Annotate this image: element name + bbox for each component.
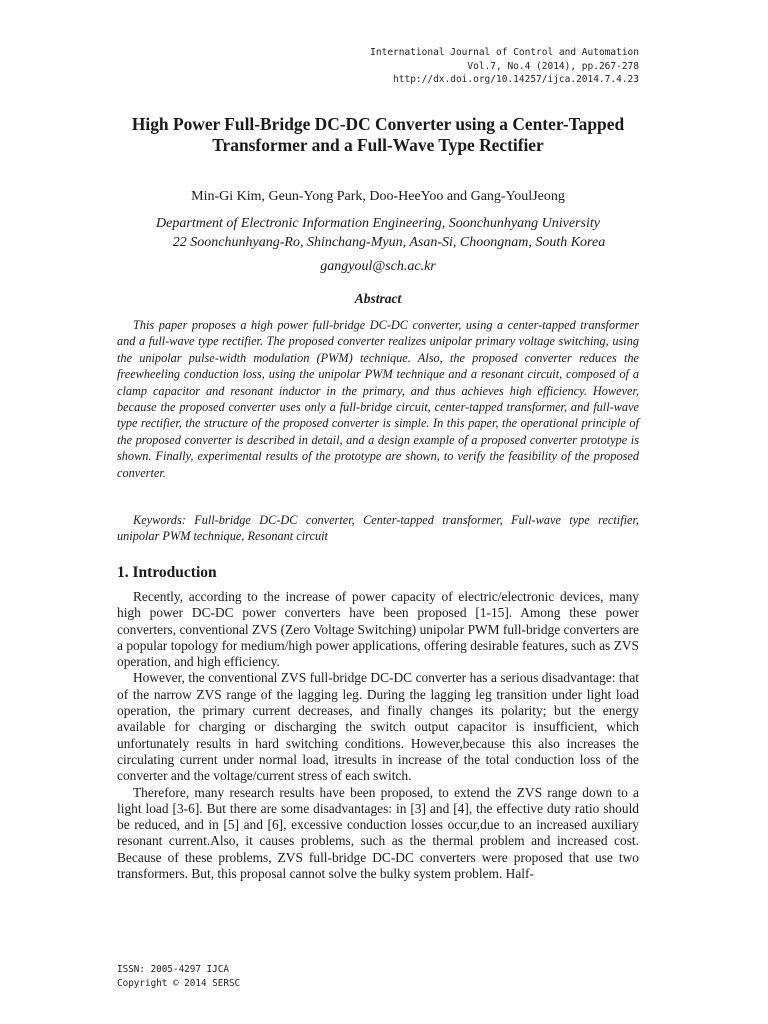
keywords: Keywords: Full-bridge DC-DC converter, Center-tapped transformer, Full-wave type rectifier, unipolar PWM technique, Resonant circuit: [117, 513, 639, 544]
paper-affiliation: [117, 214, 639, 252]
footer-copyright: Copyright © 2014 SERSC: [117, 977, 241, 989]
paper-authors: Min-Gi Kim, Geun-Yong Park, Doo-HeeYoo and Gang-YoulJeong: [191, 189, 565, 204]
paragraph: Therefore, many research results have been proposed, to extend the ZVS range down to a light load [3-6]. But there are some disadvantages: in [3] and [4], the effective duty ratio should be reduced, and in [5] and [6], excessive conduction losses occur,due to an increased auxiliary resonant current.Also, it causes problems, such as the thermal problem and increased cost. Because of these problems, ZVS full-bridge DC-DC converters were proposed that use two transformers. But, this proposal cannot solve the bulky system problem. Half-: [117, 784, 639, 882]
paper-title-line-1: High Power Full-Bridge DC-DC Converter using a Center-Tapped: [131, 114, 625, 134]
section-heading-introduction: 1. Introduction: [117, 564, 217, 581]
journal-doi: http://dx.doi.org/10.14257/ijca.2014.7.4.23: [393, 74, 639, 85]
footer-issn: ISSN: 2005-4297 IJCA: [117, 964, 229, 975]
paper-title: [117, 114, 639, 156]
journal-name: International Journal of Control and Automation: [370, 47, 639, 58]
paragraph: Recently, according to the increase of power capacity of electric/electronic devices, many high power DC-DC power converters have been proposed [1-15]. Among these power converters, conventional ZVS (Zero Voltage Switching) unipolar PWM full-bridge converters are a popular topology for medium/high power applications, offering desirable features, such as ZVS operation, and high efficiency.: [117, 589, 639, 670]
affiliation-line-1: Department of Electronic Information Engineering, Soonchunhyang University: [156, 216, 600, 231]
author-email: gangyoul@sch.ac.kr: [320, 259, 436, 274]
introduction-body: [117, 589, 639, 882]
journal-header: [370, 46, 639, 87]
paper-title-line-2: Transformer and a Full-Wave Type Rectifier: [212, 135, 544, 155]
abstract-text: This paper proposes a high power full-bridge DC-DC converter, using a center-tapped transformer and a full-wave type rectifier. The proposed converter realizes unipolar primary voltage switching, using the unipolar pulse-width modulation (PWM) technique. Also, the proposed converter reduces the freewheeling conduction loss, using the unipolar PWM technique and a resonant circuit, composed of a clamp capacitor and resonant inductor in the primary, and thus achieves high efficiency. However, because the proposed converter uses only a full-bridge circuit, center-tapped transformer, and full-wave type rectifier, the structure of the proposed converter is simple. In this paper, the operational principle of the proposed converter is described in detail, and a design example of a proposed converter prototype is shown. Finally, experimental results of the prototype are shown, to verify the feasibility of the proposed converter.: [117, 318, 639, 480]
abstract-heading: Abstract: [354, 291, 402, 306]
journal-volume: Vol.7, No.4 (2014), pp.267-278: [467, 60, 639, 72]
page-footer: [117, 963, 240, 990]
paragraph: However, the conventional ZVS full-bridge DC-DC converter has a serious disadvantage: that of the narrow ZVS range of the lagging leg. During the lagging leg transition under light load operation, the primary current decreases, and finally changes its polarity; but the energy available for charging or discharging the switch output capacitor is insufficient, which unfortunately results in hard switching conditions. However,because this also increases the circulating current under normal load, itresults in increase of the total conduction loss of the converter and the voltage/current stress of each switch.: [117, 670, 639, 784]
affiliation-line-2: 22 Soonchunhyang-Ro, Shinchang-Myun, Asan-Si, Choongnam, South Korea: [172, 235, 606, 250]
